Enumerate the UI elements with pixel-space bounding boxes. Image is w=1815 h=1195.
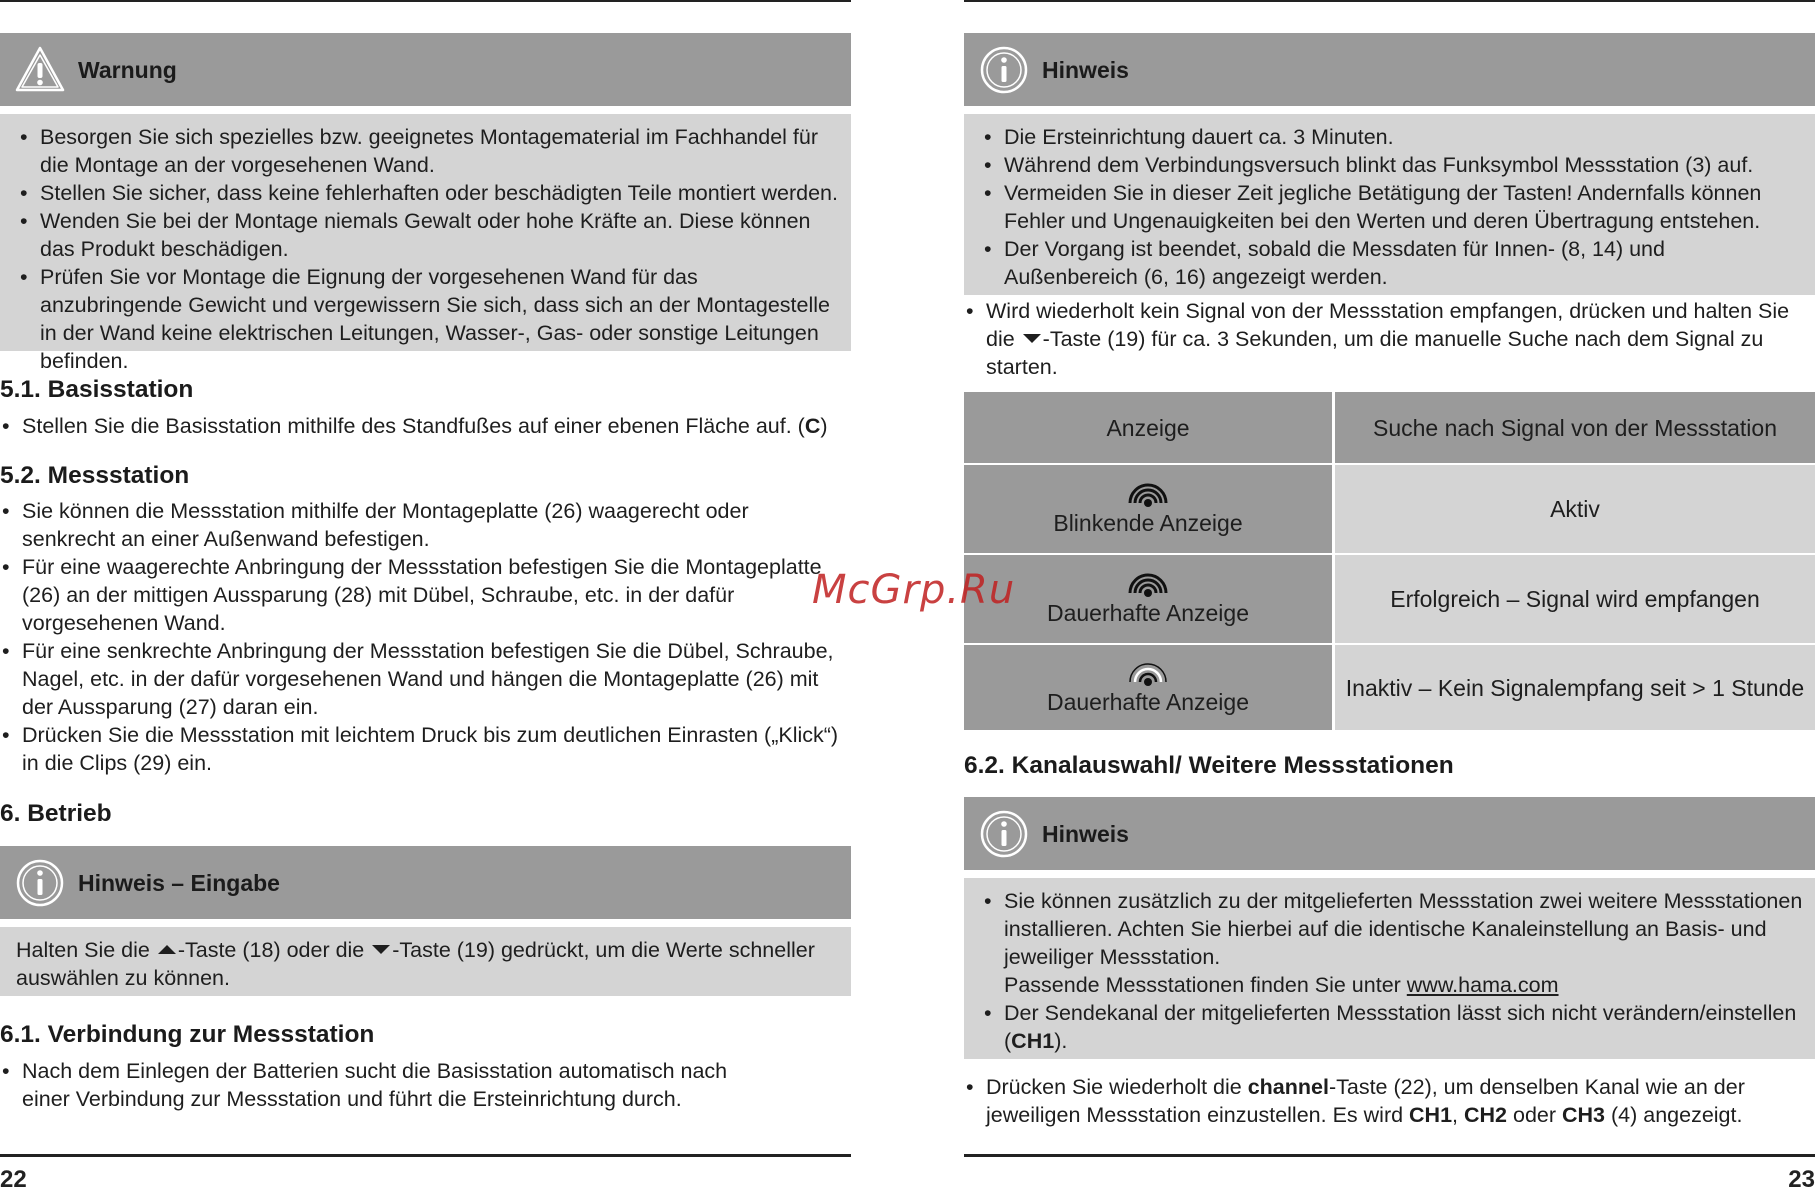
display-label: Blinkende Anzeige xyxy=(1053,510,1243,536)
note-item-text: Passende Messstationen finden Sie unter xyxy=(1004,973,1407,997)
figure-ref: C xyxy=(804,414,821,438)
list-item-text-end: ) xyxy=(820,414,828,438)
top-rule xyxy=(0,0,851,2)
info-icon xyxy=(978,44,1030,96)
section-heading-6-1: 6.1. Verbindung zur Messstation xyxy=(0,1021,375,1048)
table-row xyxy=(964,555,1815,643)
warning-item: • Stellen Sie sicher, dass keine fehlerhaften oder beschädigten Teile montiert werden. xyxy=(18,179,839,207)
warning-item: • Besorgen Sie sich spezielles bzw. geeignetes Montagematerial im Fachhandel für die Montage an der vorgesehenen Wand. xyxy=(18,123,839,179)
list-item-text: Wird wiederholt kein Signal von der Messstation empfangen, drücken und halten Sie die xyxy=(986,299,1790,351)
note2-title: Hinweis xyxy=(1042,820,1129,847)
channel-label: CH3 xyxy=(1562,1103,1606,1127)
signal-weak-icon xyxy=(1128,660,1168,688)
section-6-1-list xyxy=(0,1057,770,1113)
note-item-text: Der Sendekanal der mitgelieferten Messstation lässt sich nicht verändern/einstellen ( xyxy=(1004,1001,1797,1053)
note-item xyxy=(982,887,1803,999)
list-item: • Sie können die Messstation mithilfe der Montageplatte (26) waagerecht oder senkrecht an einer Außenwand befestigen. xyxy=(0,497,845,553)
section-5-2-list xyxy=(0,497,845,777)
section-5-1-list xyxy=(0,412,845,440)
bottom-rule xyxy=(964,1154,1815,1157)
list-item: • Drücken Sie die Messstation mit leichtem Druck bis zum deutlichen Einrasten („Klick“) in die Clips (29) ein. xyxy=(0,721,845,777)
warning-item: • Wenden Sie bei der Montage niemals Gewalt oder hohe Kräfte an. Diese können das Produkt beschädigen. xyxy=(18,207,839,263)
section-heading-6-2: 6.2. Kanalauswahl/ Weitere Messstationen xyxy=(964,752,1454,779)
signal-strong-icon xyxy=(1128,571,1168,599)
text: (4) angezeigt. xyxy=(1605,1103,1743,1127)
note2-header xyxy=(964,797,1815,870)
note1-body xyxy=(964,114,1815,295)
arrow-up-icon xyxy=(158,945,176,954)
section-heading-6: 6. Betrieb xyxy=(0,800,112,827)
list-item: • Für eine waagerechte Anbringung der Messstation befestigen Sie die Montageplatte (26) an der mittigen Aussparung (28) mit Dübel, Schraube, etc. in der dafür vorgesehenen Wand. xyxy=(0,553,845,637)
table-header-search: Suche nach Signal von der Messstation xyxy=(1335,392,1815,463)
note-item: • Während dem Verbindungsversuch blinkt das Funksymbol Messstation (3) auf. xyxy=(982,151,1803,179)
note-input-header xyxy=(0,846,851,919)
top-rule xyxy=(964,0,1815,2)
table-header-display: Anzeige xyxy=(964,392,1332,463)
info-icon xyxy=(14,857,66,909)
right-page xyxy=(964,0,1815,1195)
warning-triangle-icon xyxy=(14,44,66,96)
arrow-down-icon xyxy=(1023,334,1041,343)
channel-key-label: channel xyxy=(1247,1075,1329,1099)
channel-label: CH1 xyxy=(1409,1103,1453,1127)
note-input-text: -Taste (18) oder die xyxy=(177,938,371,962)
table-cell-display xyxy=(964,555,1332,643)
text: Drücken Sie wiederholt die xyxy=(986,1075,1248,1099)
text: , xyxy=(1452,1103,1464,1127)
table-cell-status: Erfolgreich – Signal wird empfangen xyxy=(1335,555,1815,643)
watermark: McGrp.Ru xyxy=(812,567,1016,613)
bottom-rule xyxy=(0,1154,851,1157)
hama-link[interactable]: www.hama.com xyxy=(1406,973,1559,997)
note-item: • Vermeiden Sie in dieser Zeit jegliche Betätigung der Tasten! Andernfalls können Fehler und Ungenauigkeiten bei den Werten und deren Übertragung entstehen. xyxy=(982,179,1803,235)
info-icon xyxy=(978,808,1030,860)
list-item xyxy=(964,1073,1815,1129)
table-cell-display xyxy=(964,645,1332,730)
left-page xyxy=(0,0,851,1195)
note-item: • Der Vorgang ist beendet, sobald die Messdaten für Innen- (8, 14) und Außenbereich (6, 16) angezeigt werden. xyxy=(982,235,1803,291)
signal-strong-icon xyxy=(1128,481,1168,509)
list-item: • Nach dem Einlegen der Batterien sucht die Basisstation automatisch nach einer Verbindung zur Messstation und führt die Ersteinrichtung durch. xyxy=(0,1057,770,1113)
note-item xyxy=(982,999,1803,1055)
note-item: • Die Ersteinrichtung dauert ca. 3 Minuten. xyxy=(982,123,1803,151)
list-item xyxy=(0,412,845,440)
display-label: Dauerhafte Anzeige xyxy=(1046,600,1250,626)
page-number: 22 xyxy=(0,1166,27,1193)
list-item-text: -Taste (19) für ca. 3 Sekunden, um die manuelle Suche nach dem Signal zu starten. xyxy=(986,327,1764,379)
section-heading-5-2: 5.2. Messstation xyxy=(0,462,190,489)
note-item-text-end: ). xyxy=(1054,1029,1068,1053)
list-item xyxy=(964,297,1815,381)
list-item: • Für eine senkrechte Anbringung der Messstation befestigen Sie die Dübel, Schraube, Nagel, etc. in der dafür vorgesehenen Wand und hängen die Montageplatte (26) mit der Aussparung (27) daran ein. xyxy=(0,637,845,721)
channel-list xyxy=(964,1073,1815,1129)
warning-title: Warnung xyxy=(78,56,177,83)
list-item-text: Stellen Sie die Basisstation mithilfe des Standfußes auf einer ebenen Fläche auf. ( xyxy=(22,414,805,438)
warning-header xyxy=(0,33,851,106)
note1-header xyxy=(964,33,1815,106)
page-number: 23 xyxy=(1788,1166,1815,1193)
warning-body xyxy=(0,114,851,373)
table-cell-display xyxy=(964,465,1332,553)
display-label: Dauerhafte Anzeige xyxy=(1046,688,1250,715)
note2-body xyxy=(964,878,1815,1059)
table-header-row xyxy=(964,392,1815,463)
channel-label: CH2 xyxy=(1464,1103,1508,1127)
note-input-text: -Taste (19) gedrückt, um die Werte schneller auswählen zu können. xyxy=(16,938,815,990)
text: oder xyxy=(1507,1103,1562,1127)
note-item-text: Sie können zusätzlich zu der mitgelieferten Messstation zwei weitere Messstationen installieren. Achten Sie hierbei auf die identische Kanaleinstellung an Basis- und jeweiliger Messstation. xyxy=(1004,889,1803,969)
channel-label: CH1 xyxy=(1011,1029,1055,1053)
note-input-text: Halten Sie die xyxy=(16,938,156,962)
retry-list xyxy=(964,297,1815,381)
section-heading-5-1: 5.1. Basisstation xyxy=(0,376,194,403)
table-row xyxy=(964,465,1815,553)
note-input-body xyxy=(0,927,851,996)
warning-item: • Prüfen Sie vor Montage die Eignung der vorgesehenen Wand für das anzubringende Gewicht und vergewissern Sie sich, dass sich an der Montagestelle in der Wand keine elektrischen Leitungen, Wasser-, Gas- oder sonstige Leitungen befinden. xyxy=(18,263,839,375)
note1-title: Hinweis xyxy=(1042,56,1129,83)
table-row xyxy=(964,645,1815,730)
table-cell-status: Inaktiv – Kein Signalempfang seit > 1 Stunde xyxy=(1335,645,1815,730)
table-cell-status: Aktiv xyxy=(1335,465,1815,553)
text: -Taste (22), um denselben Kanal wie an der jeweiligen Messstation einzustellen. Es wird xyxy=(986,1075,1745,1127)
arrow-down-icon xyxy=(372,945,390,954)
note-input-title: Hinweis – Eingabe xyxy=(78,869,280,896)
